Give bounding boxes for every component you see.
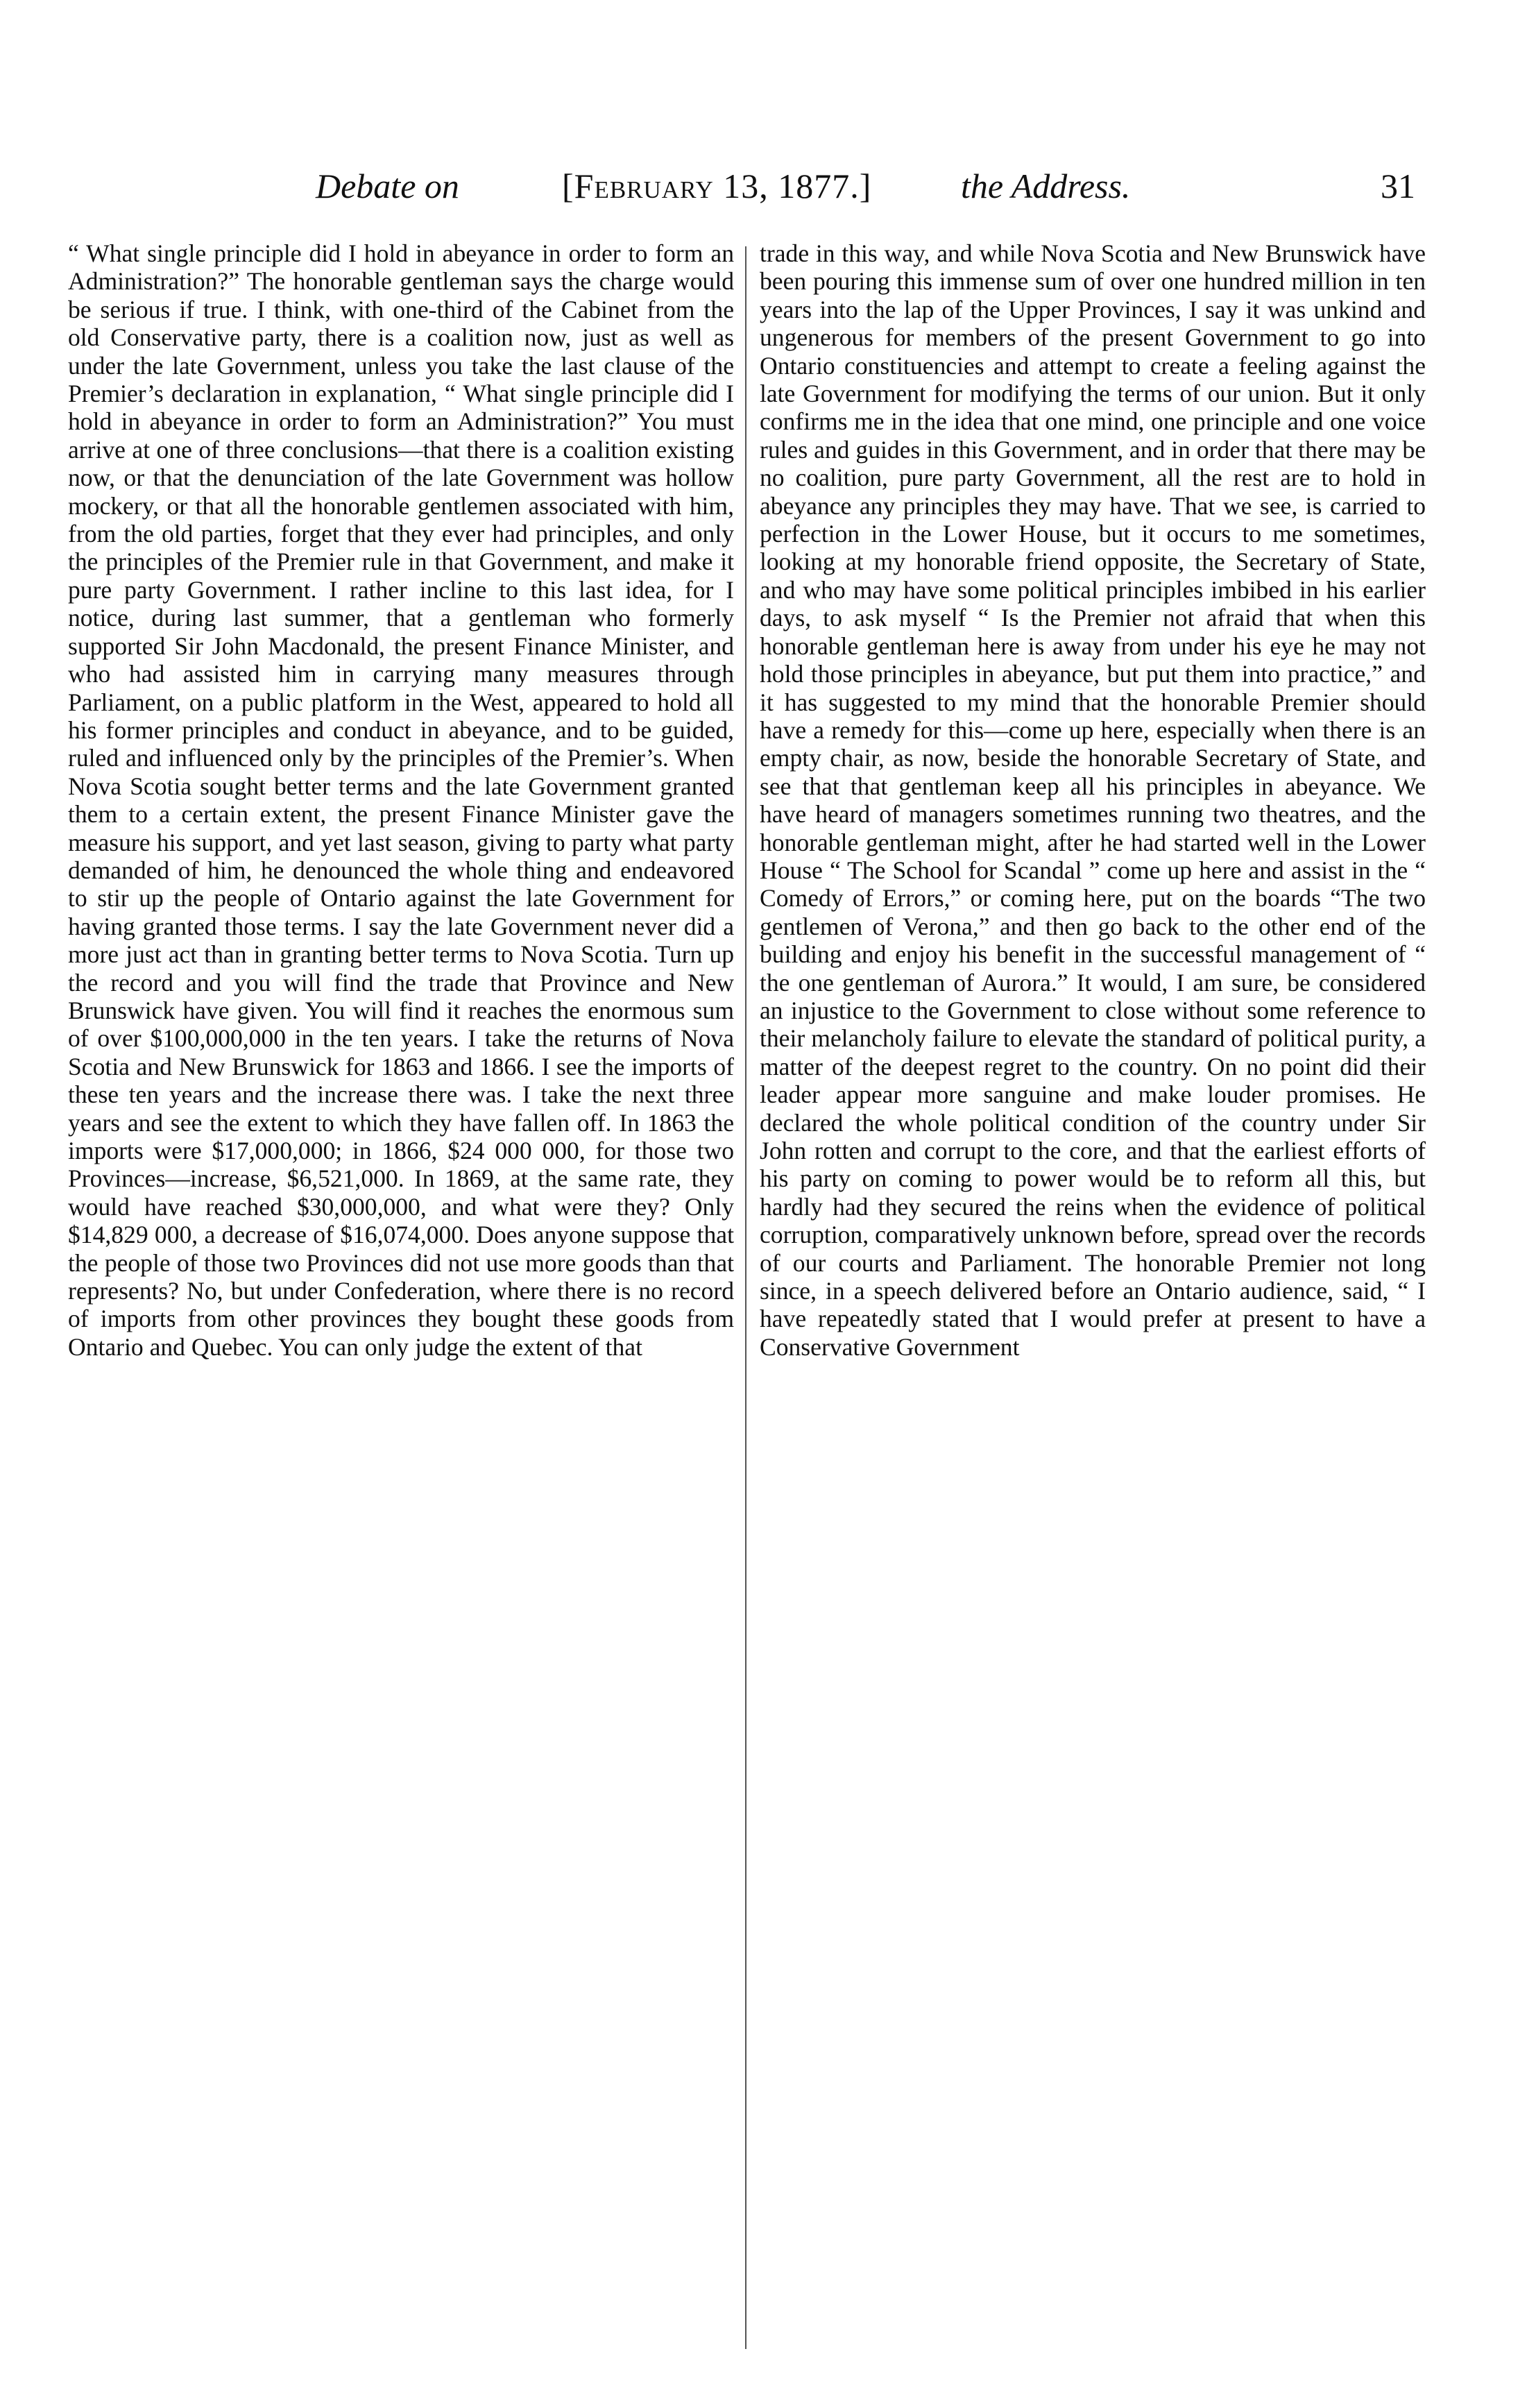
right-column-text: trade in this way, and while Nova Scotia and New Brunswick have been pouring this immense sum of over one hundred million in ten years into the lap of the Upper Provinces, I say it was unkind and ungenerous for members of the present Government to go into Ontario constituencies and attempt to create a feeling against the late Government for modifying the terms of our union. But it only confirms me in the idea that one mind, one principle and one voice rules and guides in this Government, and in order that there may be no coalition, pure party Government, all the rest are to hold in abeyance any principles they may have. That we see, is carried to perfection in the Lower House, but it occurs to me sometimes, looking at my honorable friend opposite, the Secretary of State, and who may have some political principles imbibed in his earlier days, to ask myself “ Is the Premier not afraid that when this honorable gentleman here is away from under his eye he may not hold those principles in abeyance, but put them into practice,” and it has suggested to my mind that the honorable Premier should have a remedy for this—come up here, especially when there is an empty chair, as now, beside the honorable Secretary of State, and see that that gentleman keep all his principles in abeyance. We have heard of managers sometimes running two theatres, and the honorable gentleman might, after he had started well in the Lower House “ The School for Scandal ” come up here and assist in the “ Comedy of Errors,” or coming here, put on the boards “The two gentlemen of Verona,” and then go back to the other end of the building and enjoy his benefit in the successful management of “ the one gentleman of Aurora.” It would, I am sure, be considered an injustice to the Government to close without some reference to their melancholy failure to elevate the standard of political purity, a matter of the deepest regret to the country. On no point did their leader appear more sanguine and make louder promises. He declared the whole political condition of the country under Sir John rotten and corrupt to the core, and that the earliest efforts of his party on coming to power would be to reform all this, but hardly had they secured the reins when the evidence of political corruption, comparatively unknown before, spread over the records of our courts and Parliament. The honorable Premier not long since, in a speech delivered before an Ontario audience, said, “ I have repeatedly stated that I would prefer at present to have a Conservative Government <box>760 239 1426 1361</box>
page-number: 31 <box>1381 167 1415 205</box>
header-right: the Address. <box>961 167 1131 205</box>
right-column <box>760 239 1426 2352</box>
column-divider <box>745 246 746 2349</box>
running-header <box>0 158 1536 214</box>
header-left: Debate on <box>316 167 459 205</box>
left-column <box>68 239 734 2352</box>
left-column-text: “ What single principle did I hold in abeyance in order to form an Administration?” The honorable gentleman says the charge would be serious if true. I think, with one-third of the Cabinet from the old Conservative party, there is a coalition now, just as well as under the late Government, unless you take the last clause of the Premier’s declaration in explanation, “ What single principle did I hold in abeyance in order to form an Administration?” You must arrive at one of three conclusions—that there is a coalition existing now, or that the denunciation of the late Government was hollow mockery, or that all the honorable gentlemen associated with him, from the old parties, forget that they ever had principles, and only the principles of the Premier rule in that Government, and make it pure party Government. I rather incline to this last idea, for I notice, during last summer, that a gentleman who formerly supported Sir John Macdonald, the present Finance Minister, and who had assisted him in carrying many measures through Parliament, on a public platform in the West, appeared to hold all his former principles and conduct in abeyance, and to be guided, ruled and influenced only by the principles of the Premier’s. When Nova Scotia sought better terms and the late Government granted them to a certain extent, the present Finance Minister gave the measure his support, and yet last season, giving to party what party demanded of him, he denounced the whole thing and endeavored to stir up the people of Ontario against the late Government for having granted those terms. I say the late Government never did a more just act than in granting better terms to Nova Scotia. Turn up the record and you will find the trade that Province and New Brunswick have given. You will find it reaches the enormous sum of over $100,000,000 in the ten years. I take the returns of Nova Scotia and New Brunswick for 1863 and 1866. I see the imports of these ten years and the increase there was. I take the next three years and see the extent to which they have fallen off. In 1863 the imports were $17,000,000; in 1866, $24 000 000, for those two Provinces—increase, $6,521,000. In 1869, at the same rate, they would have reached $30,000,000, and what were they? Only $14,829 000, a decrease of $16,074,000. Does anyone suppose that the people of those two Provinces did not use more goods than that represents? No, but under Confederation, where there is no record of imports from other provinces they bought these goods from Ontario and Quebec. You can only judge the extent of that <box>68 239 734 1361</box>
header-date: [February 13, 1877.] <box>562 167 872 205</box>
